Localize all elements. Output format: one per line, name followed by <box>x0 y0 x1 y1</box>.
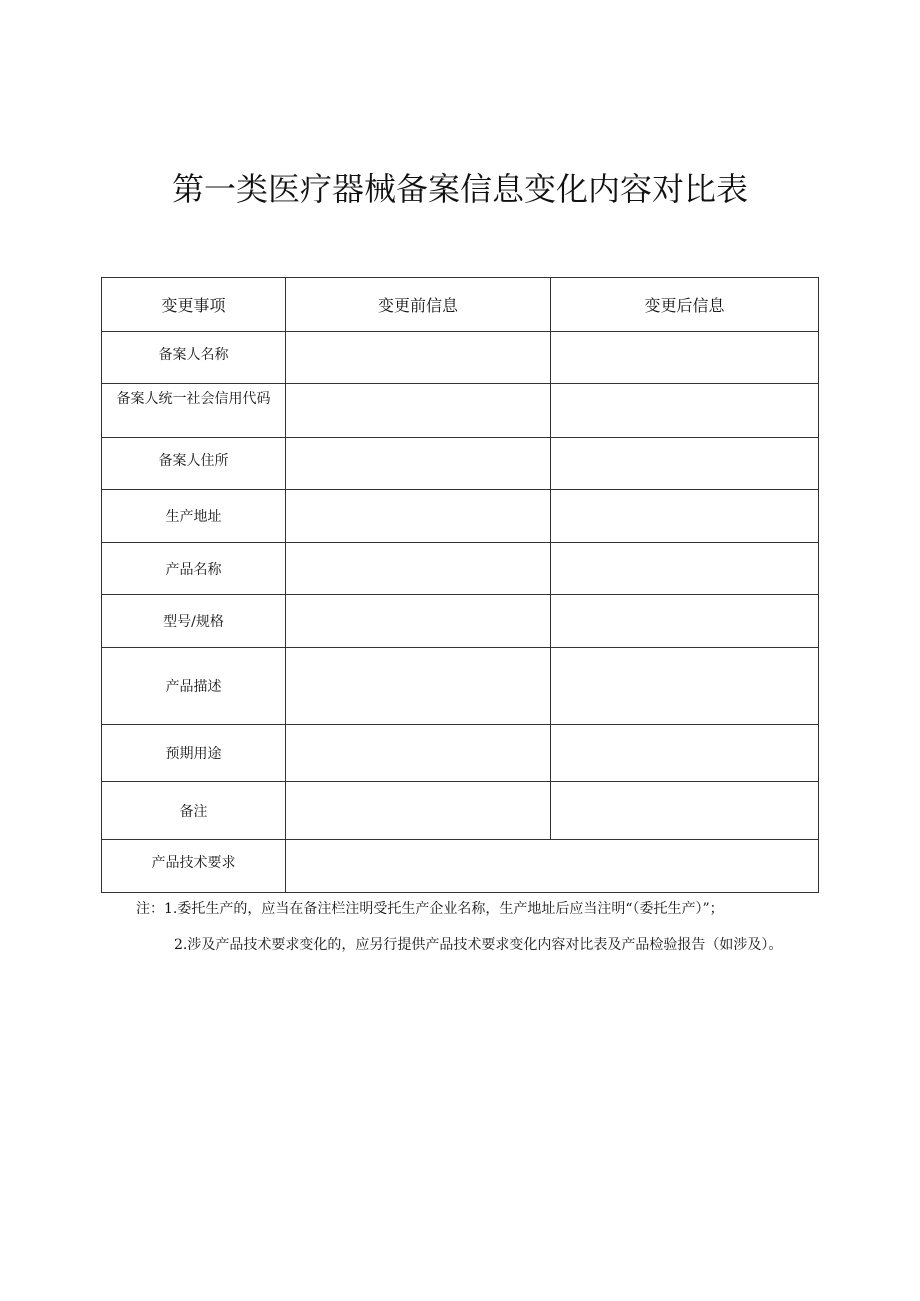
row-label-product-description: 产品描述 <box>102 648 286 725</box>
after-cell[interactable] <box>551 438 819 490</box>
table-row <box>102 332 819 384</box>
note-2 <box>101 934 821 956</box>
after-cell[interactable] <box>551 782 819 840</box>
after-cell[interactable] <box>551 332 819 384</box>
row-label-model-spec: 型号/规格 <box>102 595 286 648</box>
before-cell[interactable] <box>286 725 551 782</box>
table-row <box>102 438 819 490</box>
after-cell[interactable] <box>551 648 819 725</box>
document-title: 第一类医疗器械备案信息变化内容对比表 <box>171 170 748 208</box>
row-label-credit-code: 备案人统一社会信用代码 <box>102 384 286 438</box>
table-row <box>102 840 819 893</box>
after-cell[interactable] <box>551 543 819 595</box>
header-after-info: 变更后信息 <box>551 278 819 332</box>
table-row <box>102 648 819 725</box>
row-label-filer-name: 备案人名称 <box>102 332 286 384</box>
header-change-item: 变更事项 <box>102 278 286 332</box>
before-cell[interactable] <box>286 490 551 543</box>
after-cell[interactable] <box>551 384 819 438</box>
before-cell[interactable] <box>286 648 551 725</box>
table-row <box>102 725 819 782</box>
before-cell[interactable] <box>286 438 551 490</box>
table-row <box>102 490 819 543</box>
after-cell[interactable] <box>551 595 819 648</box>
note-2-text: 2.涉及产品技术要求变化的，应另行提供产品技术要求变化内容对比表及产品检验报告（如涉及）。 <box>174 937 783 953</box>
row-label-filer-address: 备案人住所 <box>102 438 286 490</box>
header-before-info: 变更前信息 <box>286 278 551 332</box>
row-label-technical-requirements: 产品技术要求 <box>102 840 286 893</box>
technical-requirements-cell[interactable] <box>286 840 819 893</box>
before-cell[interactable] <box>286 595 551 648</box>
table-header-row <box>102 278 819 332</box>
row-label-product-name: 产品名称 <box>102 543 286 595</box>
after-cell[interactable] <box>551 725 819 782</box>
table-row <box>102 782 819 840</box>
before-cell[interactable] <box>286 384 551 438</box>
table-row <box>102 595 819 648</box>
row-label-intended-use: 预期用途 <box>102 725 286 782</box>
before-cell[interactable] <box>286 782 551 840</box>
row-label-production-address: 生产地址 <box>102 490 286 543</box>
before-cell[interactable] <box>286 332 551 384</box>
table-row <box>102 384 819 438</box>
before-cell[interactable] <box>286 543 551 595</box>
comparison-table <box>101 277 819 893</box>
notes-section <box>101 898 821 956</box>
row-label-remarks: 备注 <box>102 782 286 840</box>
note-1: 注：1.委托生产的，应当在备注栏注明受托生产企业名称，生产地址后应当注明“（委托生产）”； <box>136 901 724 917</box>
after-cell[interactable] <box>551 490 819 543</box>
table-row <box>102 543 819 595</box>
